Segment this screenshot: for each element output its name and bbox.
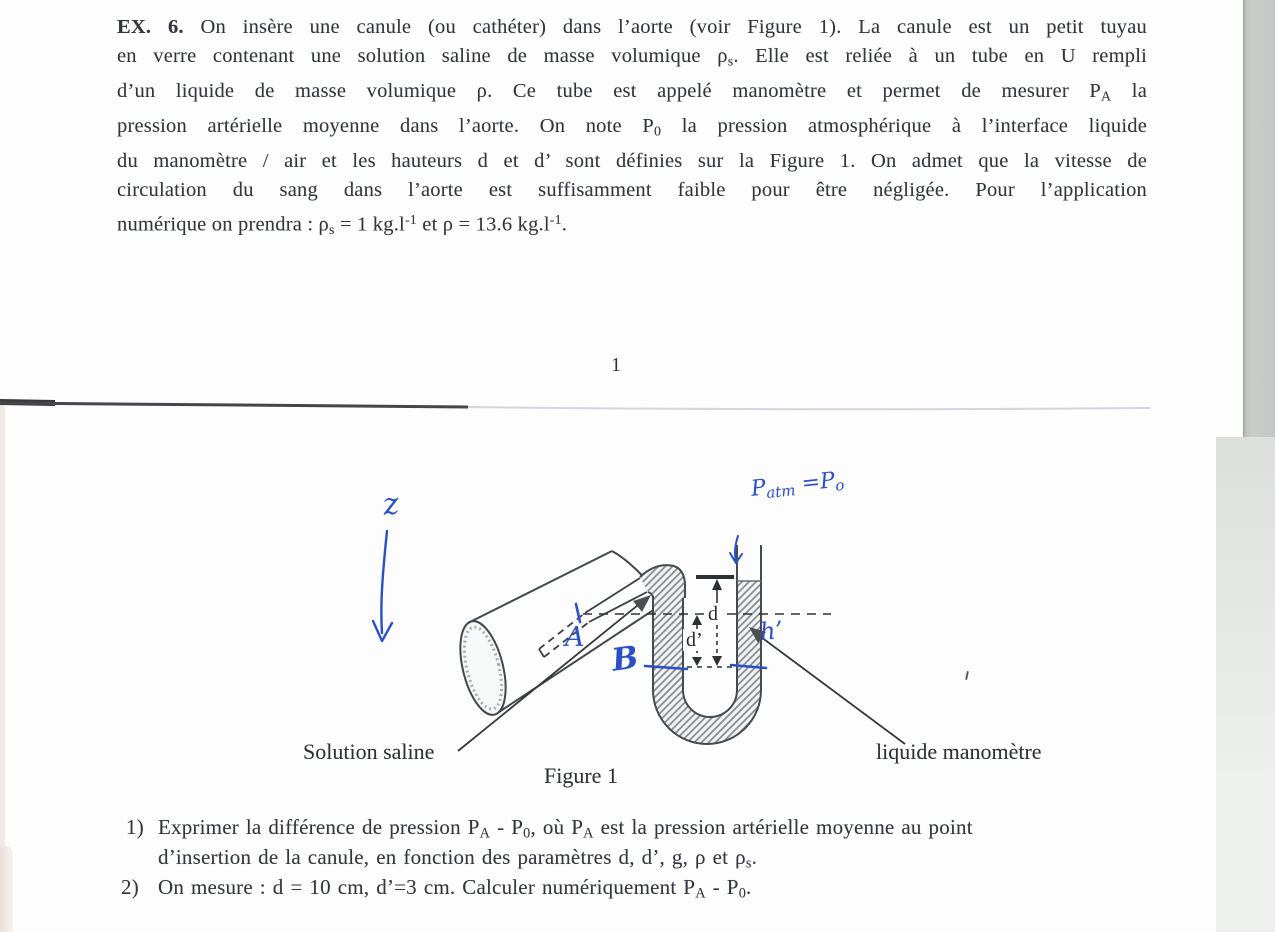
annotation-z-axis: z xyxy=(381,486,401,523)
annotation-point-a: A xyxy=(565,622,585,653)
liquide-manometre-label: liquide manomètre xyxy=(876,739,1042,764)
page-number: 1 xyxy=(611,354,621,376)
figure-caption: Figure 1 xyxy=(544,763,618,788)
question-1-line-2: d’insertion de la canule, en fonction des paramètres d, d’, g, ρ et ρs. xyxy=(158,845,758,872)
aorta-drawing xyxy=(452,551,664,719)
question-2-line-1: On mesure : d = 10 cm, d’=3 cm. Calculer numériquement PA - P0. xyxy=(158,875,752,902)
question-1-number: 1) xyxy=(126,815,144,839)
annotation-point-b: B xyxy=(609,639,641,679)
question-1-line-1: Exprimer la différence de pression PA - P0, où PA est la pression artérielle moyenne au point xyxy=(158,815,973,842)
statement-line: EX. 6. On insère une canule (ou cathéter) dans l’aorte (voir Figure 1). La canule est un petit tuyau xyxy=(117,16,1147,38)
statement-line: du manomètre / air et les hauteurs d et d’ sont définies sur la Figure 1. On admet que la vitesse de xyxy=(117,150,1147,173)
question-2-number: 2) xyxy=(121,875,139,899)
dimension-d-prime-label: d’ xyxy=(683,629,706,651)
statement-line: pression artérielle moyenne dans l’aorte. On note P0 la pression atmosphérique à l’interface liquide xyxy=(117,115,1148,140)
solution-saline-label: Solution saline xyxy=(303,739,435,764)
z-axis-arrow xyxy=(381,531,387,633)
statement-line: d’un liquide de masse volumique ρ. Ce tube est appelé manomètre et permet de mesurer PA la xyxy=(117,80,1147,105)
exercise-statement xyxy=(117,13,1147,245)
statement-line: numérique on prendra : ρs = 1 $kg.l^{-1}$ et ρ = 13.6 $kg.l^{-1}$. xyxy=(117,212,568,238)
page-edge-line xyxy=(0,402,1150,409)
liquide-manometre-leader xyxy=(757,634,905,744)
statement-line: circulation du sang dans l’aorte est suffisamment faible pour être négligée. Pour l’application xyxy=(117,179,1147,202)
statement-line: en verre contenant une solution saline de masse volumique ρs. Elle est reliée à un tube en U rempli xyxy=(117,45,1147,70)
u-tube-liquid xyxy=(640,565,761,744)
annotation-h-prime: h’ xyxy=(758,615,785,647)
annotation-patm: Patm =Po xyxy=(749,468,846,502)
dimension-d-label: d xyxy=(705,603,721,625)
